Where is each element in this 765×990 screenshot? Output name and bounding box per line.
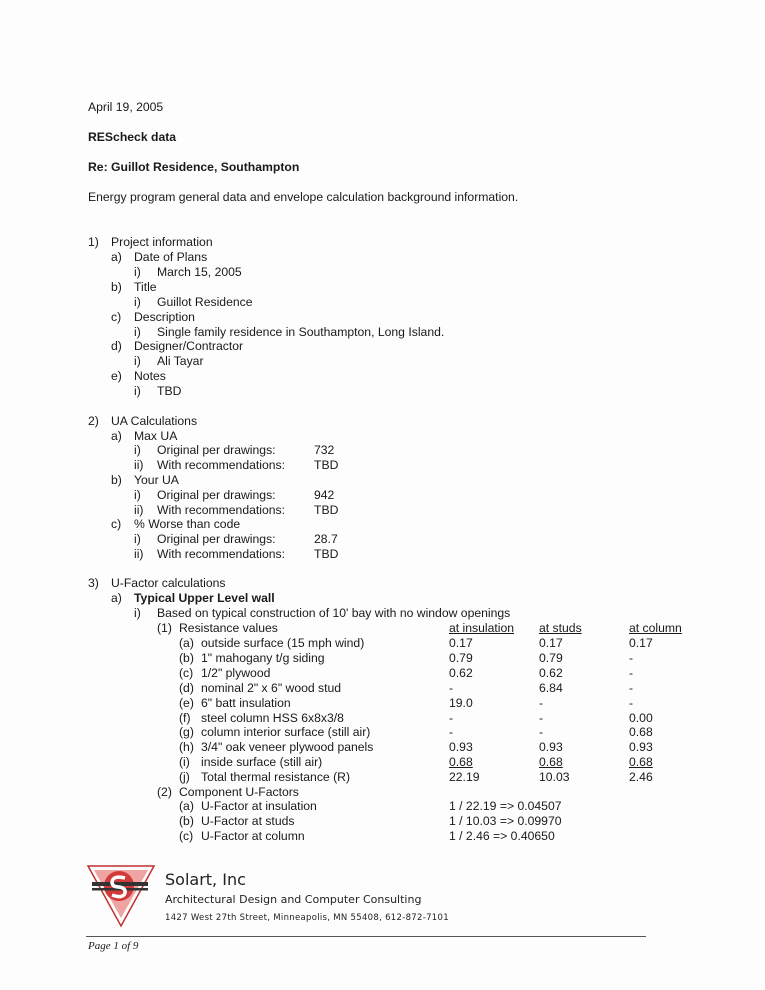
letter-date: April 19, 2005	[88, 100, 164, 114]
row-label: 3/4" oak veneer plywood panels	[201, 740, 374, 754]
section-title: UA Calculations	[111, 414, 198, 428]
subitem-value: TBD	[314, 547, 339, 561]
cell-column: 0.17	[629, 636, 653, 650]
row-label: U-Factor at studs	[201, 814, 295, 828]
page-number: Page 1 of 9	[88, 940, 139, 952]
cell-studs: 10.03	[539, 770, 570, 784]
subitem-marker: i)	[134, 532, 141, 546]
u-factor-value: 1 / 22.19 => 0.04507	[449, 799, 562, 813]
item-label: Typical Upper Level wall	[134, 591, 275, 605]
row-marker: (h)	[179, 740, 194, 754]
u-factor-value: 1 / 2.46 => 0.40650	[449, 829, 555, 843]
cell-insulation: 19.0	[449, 696, 473, 710]
item-label: Designer/Contractor	[134, 339, 244, 353]
subitem-label: Original per drawings:	[157, 532, 276, 546]
item-marker: c)	[111, 517, 122, 531]
cell-insulation: 0.93	[449, 740, 473, 754]
cell-column: 0.93	[629, 740, 653, 754]
row-marker: (c)	[179, 666, 194, 680]
item-label: Max UA	[134, 429, 178, 443]
cell-studs: -	[539, 696, 544, 710]
cell-studs: -	[539, 725, 544, 739]
row-label: U-Factor at insulation	[201, 799, 317, 813]
row-marker: (a)	[179, 799, 194, 813]
item-label: Title	[134, 280, 157, 294]
cell-studs: 0.79	[539, 651, 563, 665]
column-header-column: at column	[629, 621, 682, 635]
subitem-value: Guillot Residence	[157, 295, 253, 309]
subitem-marker: (2)	[157, 785, 172, 799]
cell-column: -	[629, 696, 634, 710]
item-marker: d)	[111, 339, 122, 353]
company-logo	[86, 860, 156, 930]
row-label: inside surface (still air)	[201, 755, 323, 769]
subitem-value: TBD	[314, 458, 339, 472]
subitem-value: March 15, 2005	[157, 265, 242, 279]
subitem-marker: i)	[134, 325, 141, 339]
cell-insulation: 0.68	[449, 755, 473, 769]
cell-studs: 6.84	[539, 681, 563, 695]
subitem-label: With recommendations:	[157, 458, 286, 472]
subitem-label: Based on typical construction of 10' bay with no window openings	[157, 606, 511, 620]
subitem-value: 732	[314, 443, 335, 457]
subitem-value: TBD	[314, 503, 339, 517]
row-marker: (j)	[179, 770, 190, 784]
section-number: 2)	[88, 414, 99, 428]
cell-insulation: -	[449, 681, 454, 695]
subitem-label: With recommendations:	[157, 503, 286, 517]
cell-insulation: 0.79	[449, 651, 473, 665]
item-marker: a)	[111, 429, 122, 443]
item-marker: e)	[111, 369, 122, 383]
row-label: 6" batt insulation	[201, 696, 291, 710]
subitem-marker: i)	[134, 488, 141, 502]
subitem-label: With recommendations:	[157, 547, 286, 561]
row-marker: (d)	[179, 681, 194, 695]
subitem-marker: (1)	[157, 621, 172, 635]
cell-insulation: -	[449, 725, 454, 739]
subitem-marker: i)	[134, 354, 141, 368]
cell-column: 0.00	[629, 711, 653, 725]
subitem-marker: ii)	[134, 458, 144, 472]
row-marker: (b)	[179, 814, 194, 828]
section-number: 1)	[88, 235, 99, 249]
cell-insulation: 0.17	[449, 636, 473, 650]
u-factor-value: 1 / 10.03 => 0.09970	[449, 814, 562, 828]
item-label: Your UA	[134, 473, 179, 487]
subject-line: REScheck data	[88, 130, 177, 144]
component-u-factors-heading: Component U-Factors	[179, 785, 299, 799]
subitem-value: TBD	[157, 384, 182, 398]
re-line: Re: Guillot Residence, Southampton	[88, 160, 300, 174]
cell-studs: 0.17	[539, 636, 563, 650]
footer-divider	[86, 936, 646, 937]
row-label: steel column HSS 6x8x3/8	[201, 711, 344, 725]
item-marker: b)	[111, 473, 122, 487]
row-label: column interior surface (still air)	[201, 725, 371, 739]
subitem-marker: i)	[134, 443, 141, 457]
section-number: 3)	[88, 576, 99, 590]
resistance-values-heading: Resistance values	[179, 621, 278, 635]
cell-column: -	[629, 651, 634, 665]
item-marker: c)	[111, 310, 122, 324]
item-label: % Worse than code	[134, 517, 241, 531]
item-marker: a)	[111, 250, 122, 264]
section-title: U-Factor calculations	[111, 576, 226, 590]
subitem-value: 28.7	[314, 532, 338, 546]
item-label: Date of Plans	[134, 250, 208, 264]
company-tagline: Architectural Design and Computer Consulting	[165, 893, 422, 906]
subitem-marker: i)	[134, 295, 141, 309]
row-label: nominal 2" x 6" wood stud	[201, 681, 342, 695]
subitem-marker: i)	[134, 384, 141, 398]
solart-logo-icon	[86, 860, 156, 930]
row-marker: (i)	[179, 755, 190, 769]
item-marker: b)	[111, 280, 122, 294]
subitem-label: Original per drawings:	[157, 488, 276, 502]
cell-insulation: 22.19	[449, 770, 480, 784]
item-marker: a)	[111, 591, 122, 605]
subitem-marker: i)	[134, 606, 141, 620]
item-label: Notes	[134, 369, 166, 383]
row-label: Total thermal resistance (R)	[201, 770, 351, 784]
cell-studs: 0.68	[539, 755, 563, 769]
subitem-marker: ii)	[134, 503, 144, 517]
subitem-marker: i)	[134, 265, 141, 279]
section-title: Project information	[111, 235, 213, 249]
cell-insulation: -	[449, 711, 454, 725]
intro-paragraph: Energy program general data and envelope calculation background information.	[88, 190, 519, 204]
subitem-value: 942	[314, 488, 335, 502]
row-label: 1/2" plywood	[201, 666, 271, 680]
row-label: outside surface (15 mph wind)	[201, 636, 365, 650]
cell-column: 0.68	[629, 755, 653, 769]
company-name: Solart, Inc	[165, 870, 246, 889]
subitem-marker: ii)	[134, 547, 144, 561]
cell-studs: -	[539, 711, 544, 725]
cell-studs: 0.62	[539, 666, 563, 680]
row-marker: (c)	[179, 829, 194, 843]
subitem-label: Original per drawings:	[157, 443, 276, 457]
row-marker: (e)	[179, 696, 194, 710]
cell-studs: 0.93	[539, 740, 563, 754]
column-header-studs: at studs	[539, 621, 582, 635]
column-header-insulation: at insulation	[449, 621, 515, 635]
row-marker: (a)	[179, 636, 194, 650]
item-label: Description	[134, 310, 195, 324]
row-marker: (g)	[179, 725, 194, 739]
cell-column: 2.46	[629, 770, 653, 784]
row-label: 1" mahogany t/g siding	[201, 651, 325, 665]
cell-insulation: 0.62	[449, 666, 473, 680]
row-marker: (f)	[179, 711, 191, 725]
cell-column: 0.68	[629, 725, 653, 739]
subitem-value: Ali Tayar	[157, 354, 204, 368]
subitem-value: Single family residence in Southampton, Long Island.	[157, 325, 445, 339]
row-marker: (b)	[179, 651, 194, 665]
cell-column: -	[629, 666, 634, 680]
row-label: U-Factor at column	[201, 829, 305, 843]
company-address: 1427 West 27th Street, Minneapolis, MN 55408, 612-872-7101	[165, 913, 449, 923]
cell-column: -	[629, 681, 634, 695]
